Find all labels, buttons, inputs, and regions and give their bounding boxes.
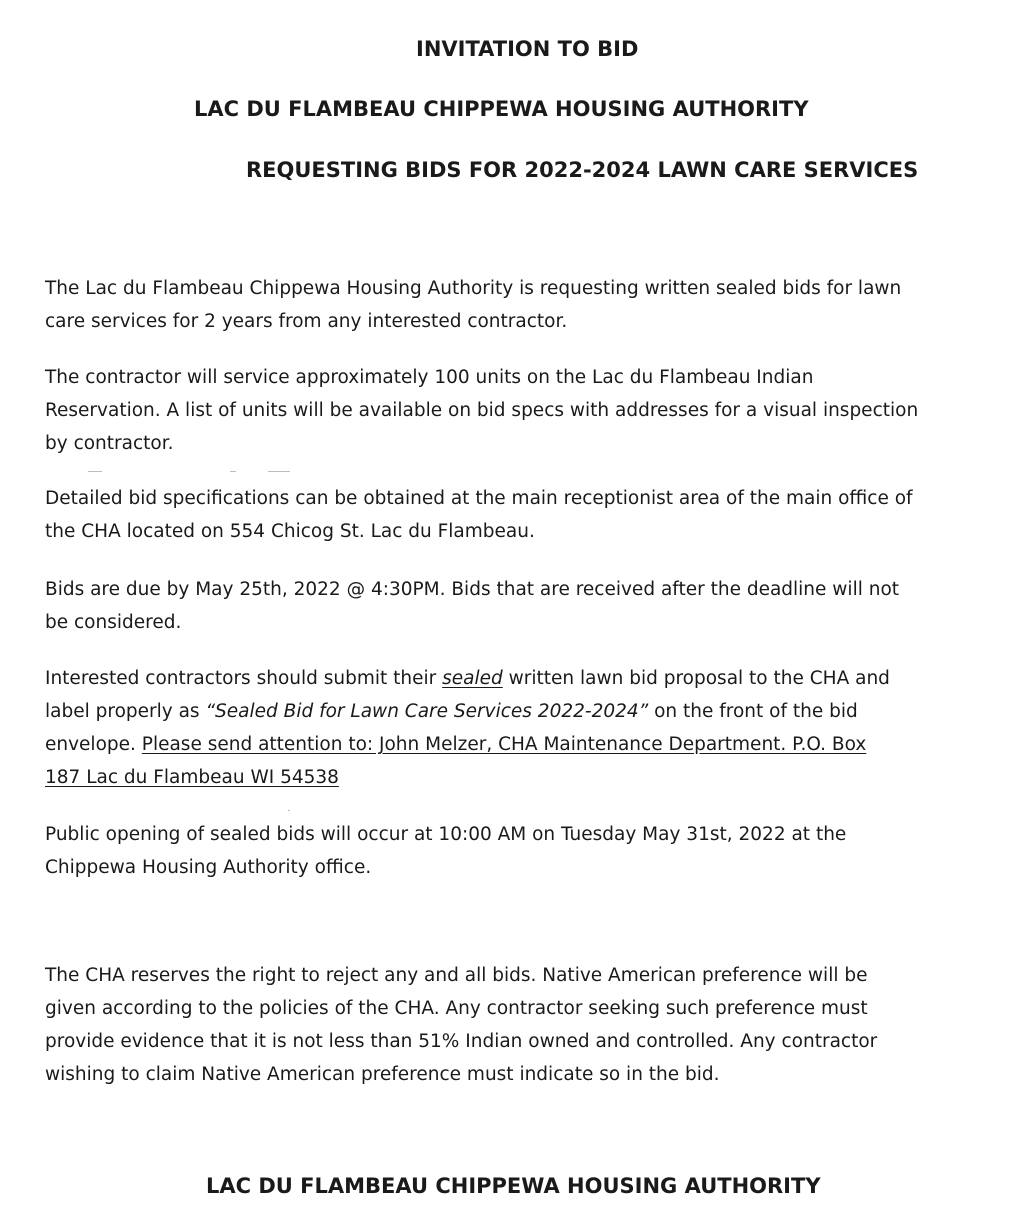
scan-speck [230,471,236,472]
paragraph-submission [45,662,890,794]
footer-organization: LAC DU FLAMBEAU CHIPPEWA HOUSING AUTHORITY [206,1174,821,1198]
mailing-address: 187 Lac du Flambeau WI 54538 [45,767,339,788]
scan-speck [268,471,290,472]
text-run: written lawn bid proposal to the CHA and [502,668,890,689]
paragraph-deadline [45,573,899,639]
paragraph-line: Public opening of sealed bids will occur at 10:00 AM on Tuesday May 31st, 2022 at the [45,824,847,845]
paragraph-line: Reservation. A list of units will be available on bid specs with addresses for a visual inspection [45,400,919,421]
paragraph-line [45,728,890,761]
text-run: label properly as [45,701,206,722]
scan-speck [288,810,290,811]
text-run: Interested contractors should submit their [45,668,443,689]
subject-heading: REQUESTING BIDS FOR 2022-2024 LAWN CARE SERVICES [246,158,919,182]
paragraph-line: provide evidence that it is not less than 51% Indian owned and controlled. Any contractor [45,1031,878,1052]
paragraph-line: by contractor. [45,433,174,454]
text-run: envelope. [45,734,142,755]
text-run: on the front of the bid [648,701,858,722]
paragraph-line: care services for 2 years from any interested contractor. [45,311,568,332]
paragraph-specifications [45,482,913,548]
scan-speck [88,471,102,472]
paragraph-line: The CHA reserves the right to reject any and all bids. Native American preference will be [45,965,868,986]
paragraph-line [45,761,890,794]
mailing-address: Please send attention to: John Melzer, CHA Maintenance Department. P.O. Box [141,734,867,755]
paragraph-line [45,695,890,728]
paragraph-line: be considered. [45,612,182,633]
paragraph-line: given according to the policies of the CHA. Any contractor seeking such preference must [45,998,868,1019]
paragraph-line: Chippewa Housing Authority office. [45,857,372,878]
paragraph-public-opening [45,818,846,884]
paragraph-line: Detailed bid specifications can be obtained at the main receptionist area of the main office of [45,488,913,509]
paragraph-line: The contractor will service approximately 100 units on the Lac du Flambeau Indian [45,367,814,388]
document-title: INVITATION TO BID [416,37,639,61]
paragraph-scope [45,361,918,460]
emphasis-sealed: sealed [442,668,503,689]
paragraph-request [45,272,901,338]
paragraph-line: wishing to claim Native American preference must indicate so in the bid. [45,1064,720,1085]
label-text: “Sealed Bid for Lawn Care Services 2022-2024” [205,701,649,722]
paragraph-reservations [45,959,877,1091]
paragraph-line [45,662,890,695]
paragraph-line: the CHA located on 554 Chicog St. Lac du Flambeau. [45,521,535,542]
paragraph-line: Bids are due by May 25th, 2022 @ 4:30PM. Bids that are received after the deadline will not [45,579,900,600]
organization-heading: LAC DU FLAMBEAU CHIPPEWA HOUSING AUTHORITY [194,97,809,121]
paragraph-line: The Lac du Flambeau Chippewa Housing Authority is requesting written sealed bids for lawn [45,278,902,299]
